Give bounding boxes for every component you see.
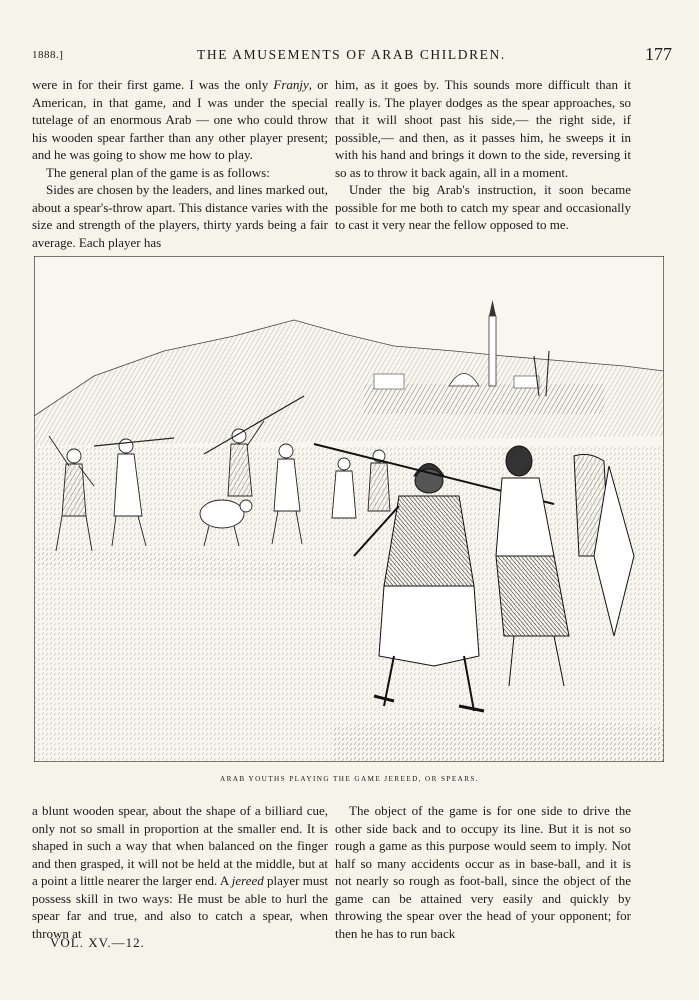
text-column-top-left xyxy=(32,76,328,251)
paragraph: The object of the game is for one side to drive the other side back and to occupy its line. But it is not so rough a game as this purpose would seem to imply. Not half so many accidents occur as in base-ball, and it is not nearly so rough as foot-ball, since the object of the game can be attained very easily and quickly by throwing the spear over the head of your opponent; for then he has to run back xyxy=(335,803,631,941)
engraving-svg xyxy=(34,256,664,762)
emphasis-jereed: jereed xyxy=(231,873,264,888)
illustration-arab-youths xyxy=(34,256,664,762)
paragraph: a blunt wooden spear, about the shape of a billiard cue, only not so small in proportion at the smaller end. It is shaped in such a way that when balanced on the finger and then grasped, it will not be held at the middle, but at a point a little nearer the larger end. A jereed player must possess skill in two ways: He must be able to hurl the spear far and true, and also to catch a spear, when thrown at xyxy=(32,803,329,941)
header-year: 1888.] xyxy=(32,49,64,61)
volume-signature: VOL. XV.—12. xyxy=(50,935,145,950)
paragraph: him, as it goes by. This sounds more difficult than it really is. The player dodges as the spear approaches, so that it will shoot past his side,— the right side, if possible,— and then, as it passes him, he sweeps it in with his hand and brings it down to the side, reversing it so as to throw it back again, all in a moment. xyxy=(335,77,631,180)
emphasis-franjy: Franjy xyxy=(273,77,309,92)
text-column-bottom-right xyxy=(335,802,631,942)
paragraph: The general plan of the game is as follows: xyxy=(46,164,270,180)
text-column-top-right xyxy=(335,76,631,234)
text-column-bottom-left xyxy=(32,802,328,942)
paragraph: Sides are chosen by the leaders, and lines marked out, about a spear's-throw apart. This distance varies with the size and strength of the players, thirty yards being a fair average. Each player has xyxy=(32,182,328,250)
paragraph: were in for their first game. I was the only Franjy, or American, in that game, and I was under the special tutelage of an enormous Arab — one who could throw his wooden spear farther than any other player present; and he was going to show me how to play. xyxy=(32,77,328,162)
page-number: 177 xyxy=(645,44,672,64)
header-title: THE AMUSEMENTS OF ARAB CHILDREN. xyxy=(197,47,506,62)
figure-caption: ARAB YOUTHS PLAYING THE GAME JEREED, OR SPEARS. xyxy=(219,775,479,783)
running-header xyxy=(32,44,682,66)
paragraph: Under the big Arab's instruction, it soon became possible for me both to catch my spear and occasionally to cast it very near the fellow opposed to me. xyxy=(335,182,631,232)
